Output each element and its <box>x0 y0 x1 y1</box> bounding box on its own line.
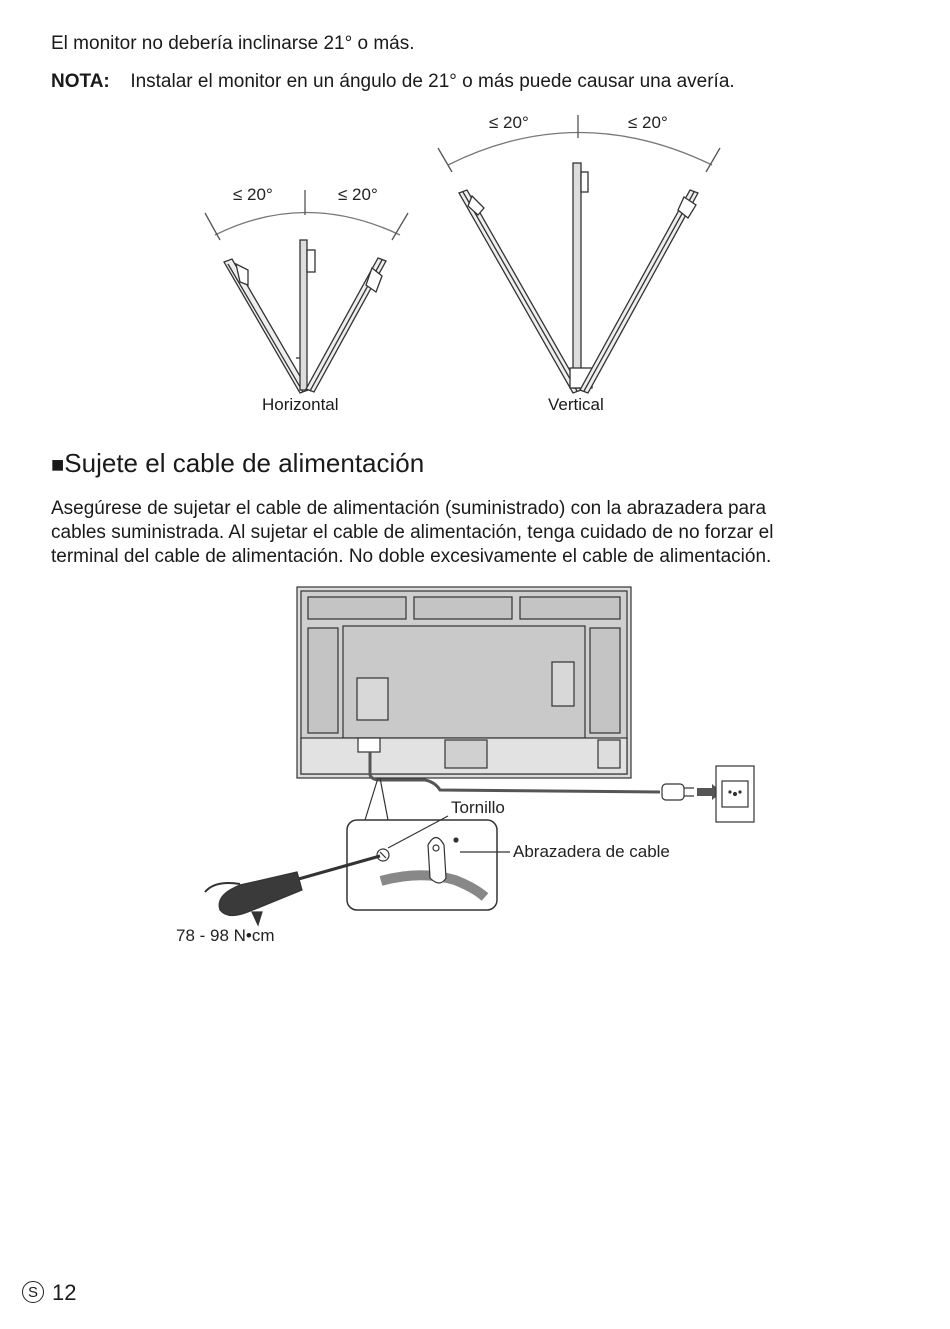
vertical-caption: Vertical <box>548 395 604 414</box>
tilt-diagram <box>0 100 950 430</box>
horizontal-caption: Horizontal <box>262 395 339 414</box>
cable-clamp-icon <box>428 838 446 884</box>
body-line: terminal del cable de alimentación. No doble excesivamente el cable de alimentación. <box>51 546 772 567</box>
note-label: NOTA: <box>51 71 110 92</box>
note-text: Instalar el monitor en un ángulo de 21° o más puede causar una avería. <box>130 71 735 92</box>
label-screw: Tornillo <box>451 798 505 817</box>
section-body <box>51 497 773 569</box>
section-title: Sujete el cable de alimentación <box>64 448 425 478</box>
wall-outlet-icon <box>716 766 754 822</box>
section-heading <box>51 448 424 479</box>
vertical-angle-right: ≤ 20° <box>628 113 668 132</box>
power-plug-icon <box>662 784 694 800</box>
horizontal-angle-left: ≤ 20° <box>233 185 273 204</box>
horizontal-angle-right: ≤ 20° <box>338 185 378 204</box>
page-number: 12 <box>52 1280 77 1305</box>
label-clamp: Abrazadera de cable <box>513 842 670 861</box>
horizontal-tilt-illustration <box>205 190 408 393</box>
label-torque: 78 - 98 N•cm <box>176 926 275 945</box>
heading-bullet: ■ <box>51 452 65 477</box>
note <box>51 70 735 94</box>
body-line: cables suministrada. Al sujetar el cable de alimentación, tenga cuidado de no forzar el <box>51 522 774 543</box>
monitor-rear-illustration <box>205 587 754 925</box>
vertical-angle-left: ≤ 20° <box>489 113 529 132</box>
intro-line: El monitor no debería inclinarse 21° o más. <box>51 33 415 54</box>
vertical-tilt-illustration <box>438 115 720 393</box>
body-line: Asegúrese de sujetar el cable de alimentación (suministrado) con la abrazadera para <box>51 498 767 519</box>
language-mark: S <box>22 1281 44 1303</box>
cable-clamp-diagram <box>0 580 950 960</box>
